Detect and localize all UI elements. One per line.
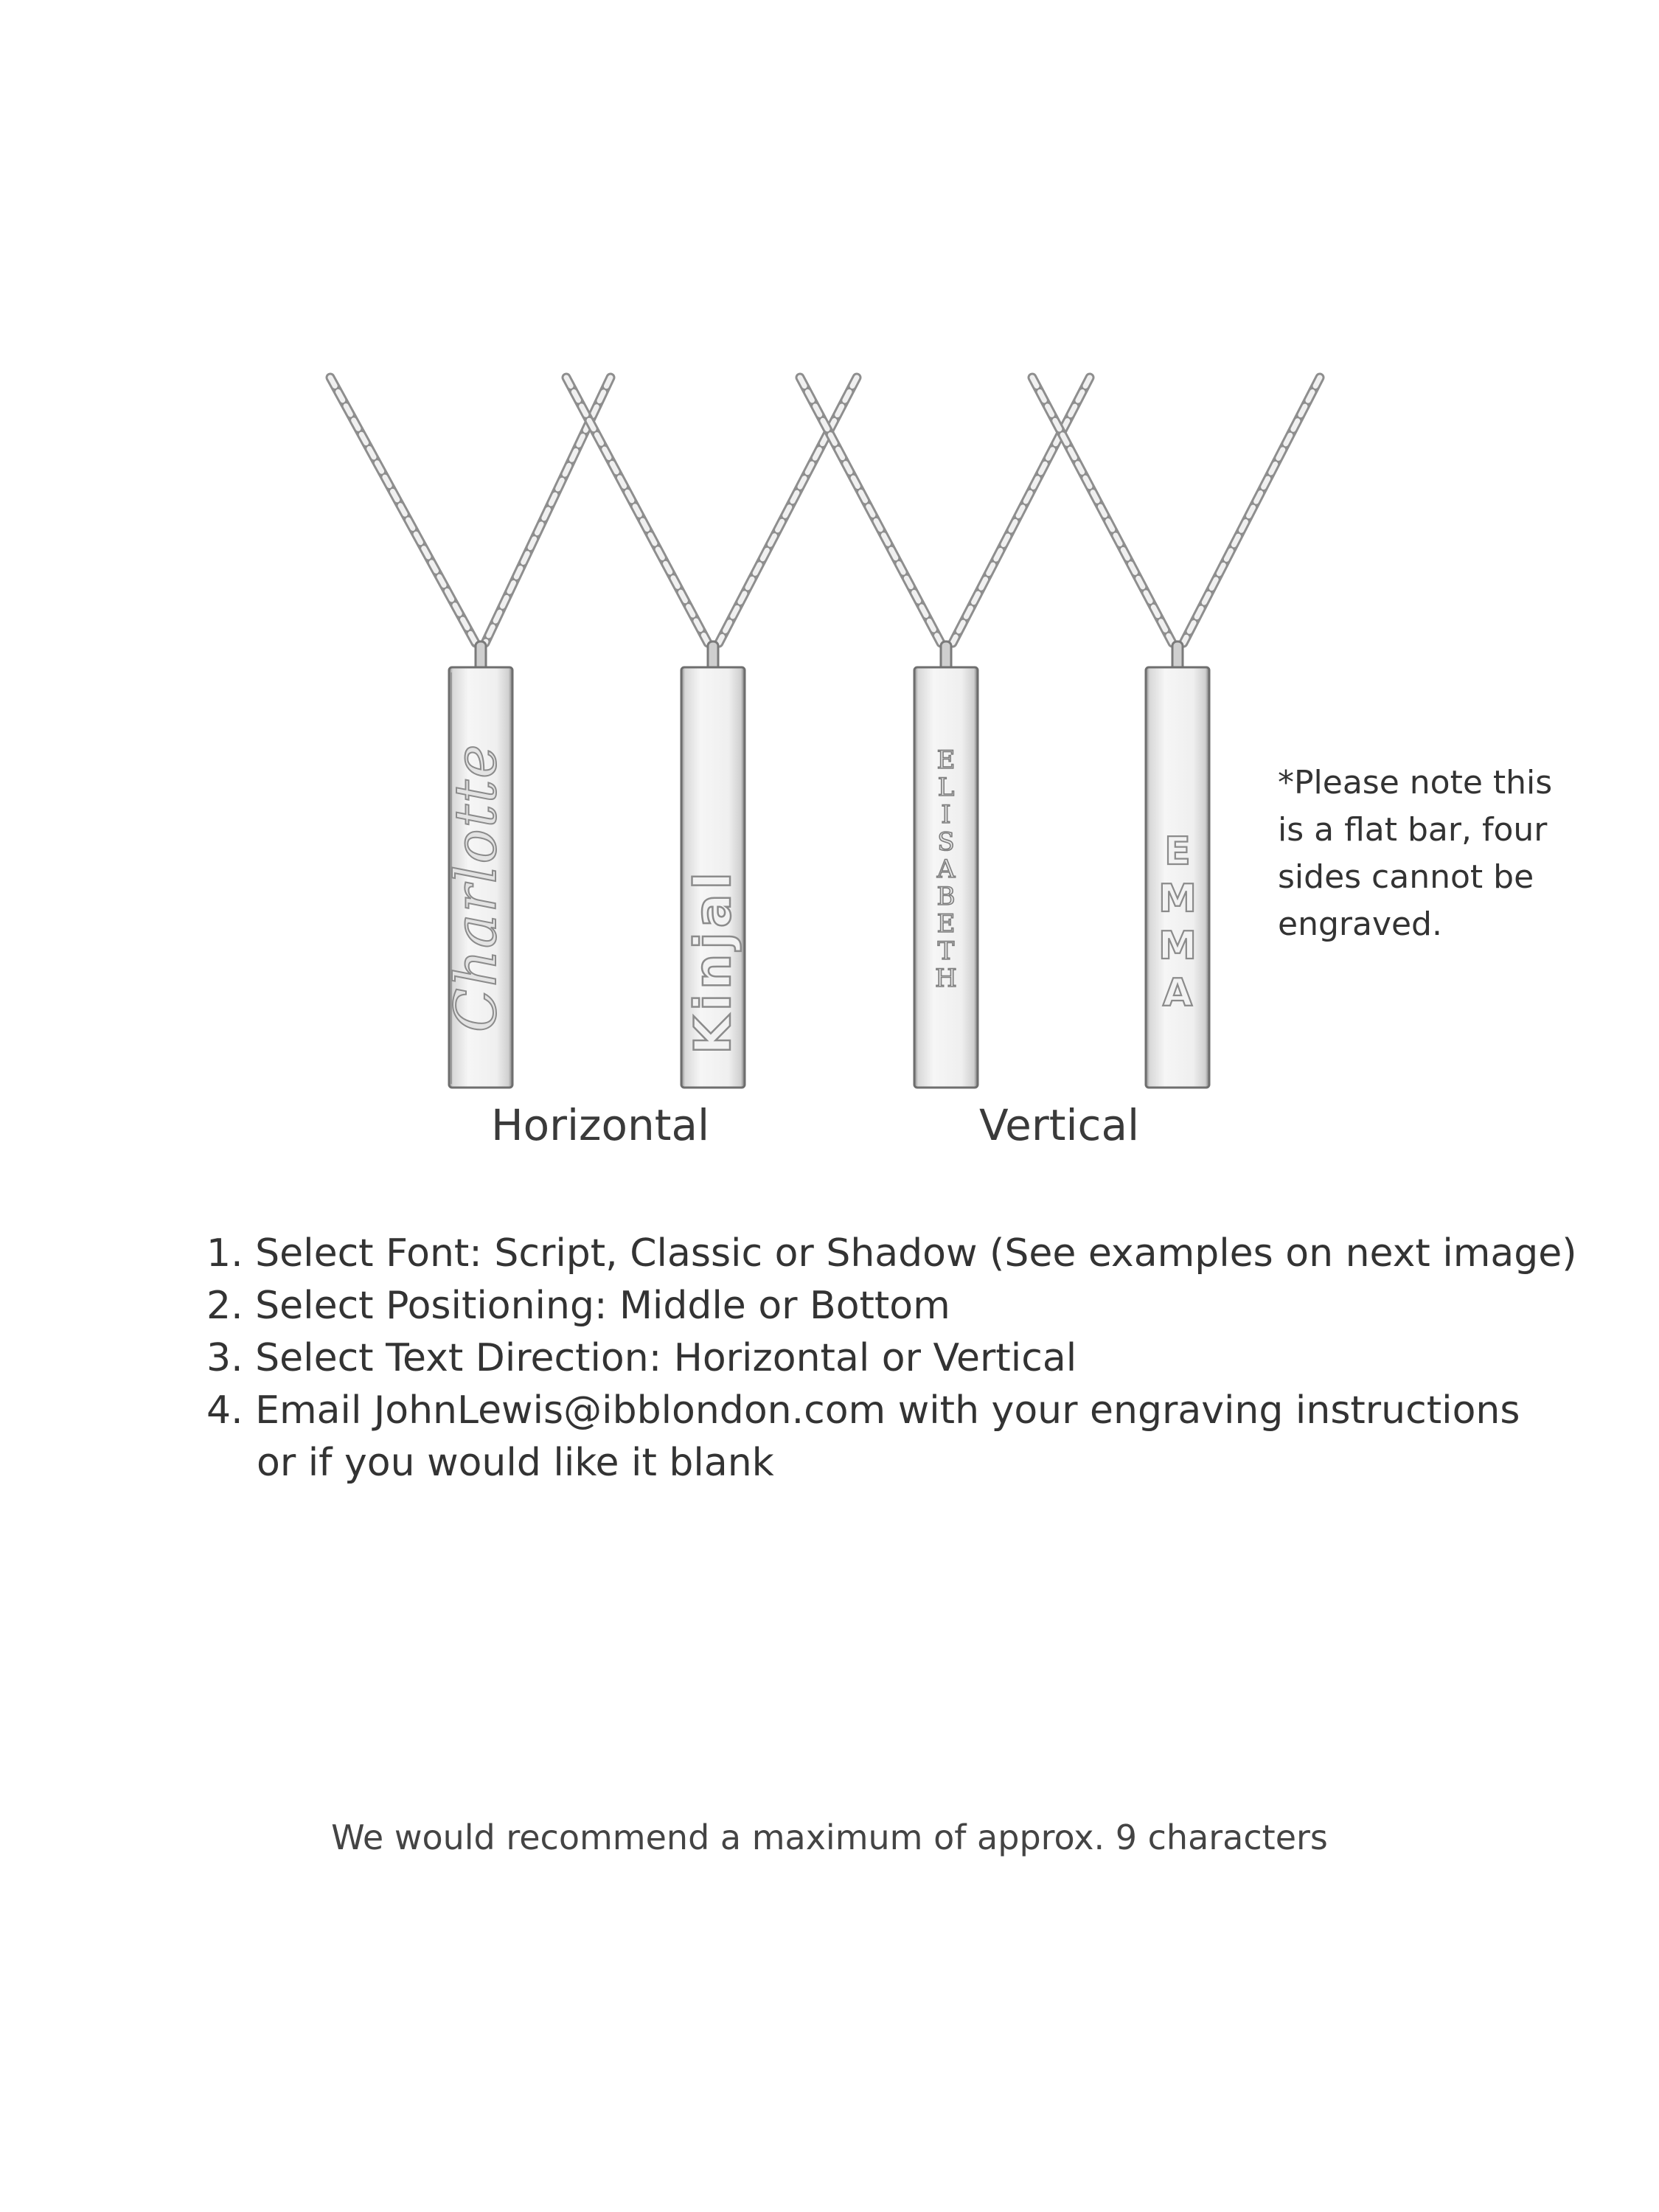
engraving-letter: S	[937, 827, 955, 857]
chains	[330, 378, 1320, 643]
flat-bar-note	[1278, 759, 1587, 948]
chain-1	[330, 378, 611, 643]
instruction-step-1: 1. Select Font: Script, Classic or Shadow (See examples on next image)	[206, 1231, 1577, 1276]
engraving-letter: A	[1162, 971, 1193, 1015]
note-line: sides cannot be	[1278, 858, 1534, 896]
pendant-4	[1146, 641, 1209, 1088]
instruction-step-4: 4. Email JohnLewis@ibblondon.com with your engraving instructions	[206, 1388, 1520, 1433]
pendant-1	[443, 641, 512, 1088]
note-line: *Please note this	[1278, 764, 1553, 801]
chain-2	[566, 378, 857, 643]
note-line: is a flat bar, four	[1278, 811, 1548, 849]
engraving-letter: I	[941, 800, 951, 830]
engraving-letter: A	[936, 855, 956, 884]
chain-3	[800, 378, 1090, 643]
instruction-step-2: 2. Select Positioning: Middle or Bottom	[206, 1284, 950, 1328]
engraving-letter: B	[936, 882, 956, 911]
chain-4	[1032, 378, 1320, 643]
note-line: engraved.	[1278, 905, 1442, 943]
instruction-step-3: 3. Select Text Direction: Horizontal or Vertical	[206, 1336, 1077, 1380]
engraving-letter: L	[937, 773, 955, 802]
direction-label-horizontal: Horizontal	[491, 1100, 710, 1150]
engraving-charlotte: Charlotte	[443, 742, 509, 1032]
engraving-letter: E	[1164, 830, 1191, 874]
engraving-letter: T	[937, 936, 955, 966]
engraving-letter: H	[935, 964, 957, 993]
direction-label-vertical: Vertical	[979, 1100, 1140, 1150]
engraving-letter: M	[1158, 877, 1197, 921]
engraving-kinjal: Kinjal	[684, 868, 742, 1054]
engraving-instructions	[206, 1228, 1577, 1489]
engraving-elisabeth	[935, 745, 957, 993]
engraving-letter: E	[936, 745, 956, 775]
pendant-3	[914, 641, 978, 1088]
engraving-letter: M	[1158, 924, 1197, 968]
pendant-2	[681, 641, 745, 1088]
character-recommendation: We would recommend a maximum of approx. 9 characters	[331, 1818, 1328, 1857]
engraving-letter: E	[936, 909, 956, 939]
instruction-step-4-continued: or if you would like it blank	[257, 1441, 774, 1485]
